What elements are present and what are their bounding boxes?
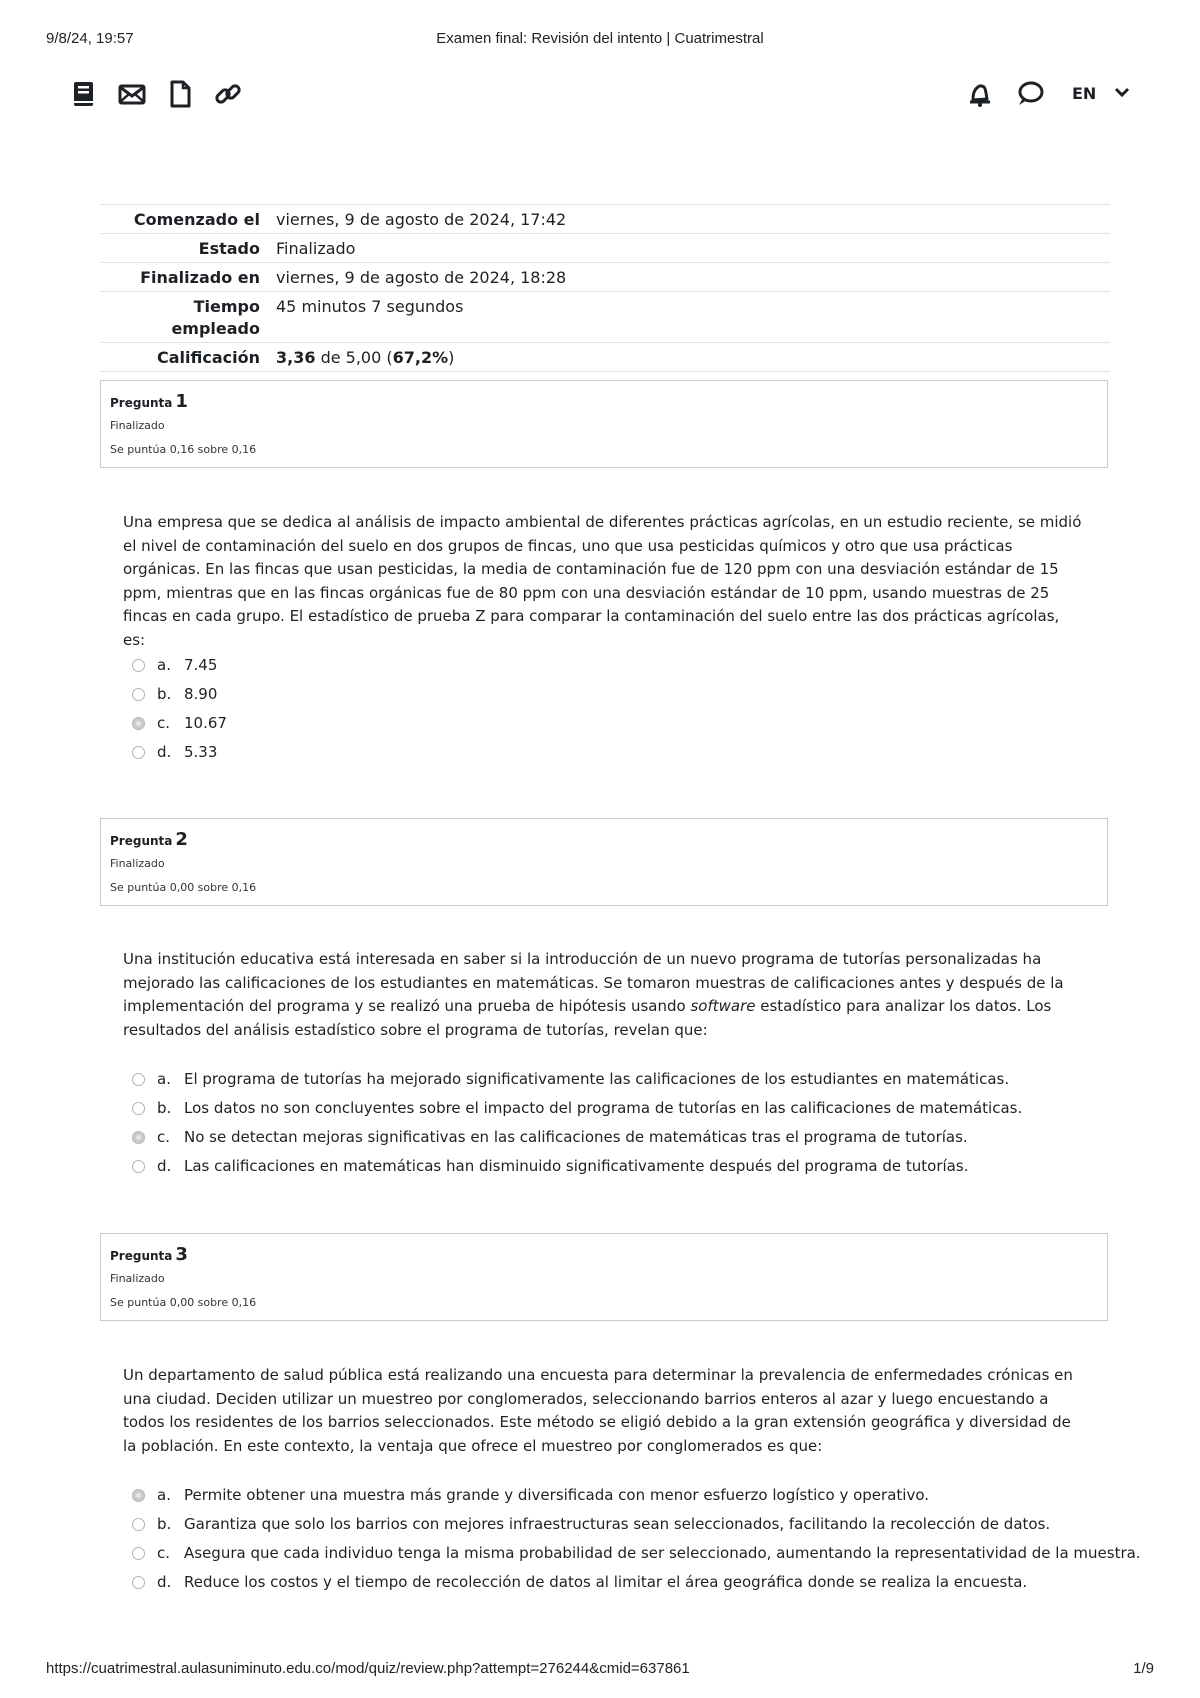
question-label: Pregunta (110, 396, 173, 410)
answer-text: 7.45 (184, 656, 218, 674)
answer-letter: d. (157, 1573, 172, 1591)
question-text-1: Una empresa que se dedica al análisis de impacto ambiental de diferentes prácticas agrícolas, en un estudio reciente, se midió el nivel de contaminación del suelo en dos grupos de fincas, uno que usa pesticidas químicos y otro que usa prácticas orgánicas. En las fincas que usan pesticidas, la media de contaminación fue de 120 ppm con una desviación estándar de 15 ppm, mientras que en las fincas orgánicas fue de 80 ppm con una desviación estándar de 10 ppm, usando muestras de 25 fincas en cada grupo. El estadístico de prueba Z para comparar la contaminación del suelo entre las dos prácticas agrícolas, es: (123, 513, 1082, 649)
answer-option[interactable] (130, 1126, 1090, 1155)
radio-button[interactable] (132, 1160, 145, 1173)
answer-text: 5.33 (184, 743, 218, 761)
summary-value: 45 minutos 7 segundos (268, 292, 1110, 343)
answer-option[interactable] (130, 683, 1090, 712)
answer-letter: c. (157, 1544, 171, 1562)
radio-button[interactable] (132, 1547, 145, 1560)
radio-button[interactable] (132, 1102, 145, 1115)
question-text-part: estadístico para analizar los datos. Los resultados del análisis estadístico sobre el programa de tutorías, revelan que: (123, 997, 1052, 1039)
question-info-1 (100, 380, 1108, 468)
radio-button-selected[interactable] (132, 717, 145, 730)
print-header (46, 30, 1154, 50)
answer-text: Asegura que cada individuo tenga la misma probabilidad de ser seleccionado, aumentando la representatividad de la muestra. (184, 1544, 1141, 1562)
question-grade: Se puntúa 0,16 sobre 0,16 (110, 443, 257, 456)
answer-text: Los datos no son concluyentes sobre el impacto del programa de tutorías en las calificaciones de matemáticas. (184, 1099, 1023, 1117)
link-icon[interactable] (212, 78, 244, 110)
answer-list-1 (130, 654, 1090, 770)
summary-row-started (100, 205, 1110, 234)
question-state: Finalizado (110, 857, 165, 870)
file-icon[interactable] (164, 78, 196, 110)
print-date: 9/8/24, 19:57 (46, 30, 134, 47)
print-url: https://cuatrimestral.aulasuniminuto.edu.co/mod/quiz/review.php?attempt=276244&cmid=637861 (46, 1660, 690, 1677)
answer-option[interactable] (130, 1097, 1090, 1126)
summary-label: Tiempo empleado (100, 292, 268, 343)
summary-value: Finalizado (268, 234, 1110, 263)
summary-value: viernes, 9 de agosto de 2024, 18:28 (268, 263, 1110, 292)
answer-letter: b. (157, 685, 172, 703)
radio-button[interactable] (132, 688, 145, 701)
top-navbar (0, 76, 1200, 116)
answer-letter: c. (157, 714, 171, 732)
question-num: 1 (175, 391, 188, 412)
question-number (110, 829, 188, 850)
grade-close: ) (448, 348, 455, 367)
summary-label: Calificación (100, 343, 268, 372)
summary-row-grade (100, 343, 1110, 372)
question-state: Finalizado (110, 1272, 165, 1285)
radio-button[interactable] (132, 1073, 145, 1086)
answer-text: No se detectan mejoras significativas en las calificaciones de matemáticas tras el programa de tutorías. (184, 1128, 968, 1146)
answer-letter: b. (157, 1099, 172, 1117)
question-text-emphasis: software (690, 997, 756, 1015)
question-text-2 (123, 948, 1083, 1042)
question-info-2 (100, 818, 1108, 906)
summary-row-time-taken (100, 292, 1110, 343)
answer-letter: c. (157, 1128, 171, 1146)
answer-text: Las calificaciones en matemáticas han disminuido significativamente después del programa de tutorías. (184, 1157, 969, 1175)
print-title: Examen final: Revisión del intento | Cuatrimestral (436, 30, 764, 47)
answer-letter: a. (157, 1486, 171, 1504)
grade-max: de 5,00 ( (315, 348, 393, 367)
answer-text: Reduce los costos y el tiempo de recolección de datos al limitar el área geográfica donde se realiza la encuesta. (184, 1573, 1028, 1591)
answer-list-3 (130, 1484, 1141, 1600)
grade-score: 3,36 (276, 348, 316, 367)
answer-letter: a. (157, 1070, 171, 1088)
radio-button[interactable] (132, 746, 145, 759)
radio-button[interactable] (132, 659, 145, 672)
radio-button[interactable] (132, 1576, 145, 1589)
radio-button[interactable] (132, 1518, 145, 1531)
grade-percent: 67,2% (392, 348, 449, 367)
answer-option[interactable] (130, 712, 1090, 741)
summary-value: viernes, 9 de agosto de 2024, 17:42 (268, 205, 1110, 234)
answer-text: Garantiza que solo los barrios con mejores infraestructuras sean seleccionados, facilitando la recolección de datos. (184, 1515, 1051, 1533)
question-grade: Se puntúa 0,00 sobre 0,16 (110, 881, 257, 894)
question-number (110, 1244, 188, 1265)
attempt-summary-table (100, 204, 1110, 372)
answer-text: 10.67 (184, 714, 227, 732)
answer-option[interactable] (130, 1513, 1090, 1542)
question-state: Finalizado (110, 419, 165, 432)
summary-value (268, 343, 1110, 372)
chevron-down-icon[interactable] (1110, 80, 1134, 104)
question-info-3 (100, 1233, 1108, 1321)
summary-row-state (100, 234, 1110, 263)
answer-option[interactable] (130, 1484, 1090, 1513)
language-menu[interactable]: EN (1072, 84, 1097, 103)
chat-bubble-icon[interactable] (1014, 78, 1046, 110)
answer-text: Permite obtener una muestra más grande y diversificada con menor esfuerzo logístico y operativo. (184, 1486, 930, 1504)
question-num: 3 (175, 1244, 188, 1265)
answer-option[interactable] (130, 1571, 1090, 1600)
summary-row-finished (100, 263, 1110, 292)
question-text-3: Un departamento de salud pública está realizando una encuesta para determinar la prevalencia de enfermedades crónicas en una ciudad. Deciden utilizar un muestreo por conglomerados, seleccionando barrios enteros al azar y luego encuestando a todos los residentes de los barrios seleccionados. Este método se eligió debido a la gran extensión geográfica y diversidad de la población. En este contexto, la ventaja que ofrece el muestreo por conglomerados es que: (123, 1366, 1073, 1455)
summary-label: Estado (100, 234, 268, 263)
question-label: Pregunta (110, 834, 173, 848)
answer-list-2 (130, 1068, 1090, 1184)
answer-letter: b. (157, 1515, 172, 1533)
question-grade: Se puntúa 0,00 sobre 0,16 (110, 1296, 257, 1309)
print-footer (46, 1660, 1154, 1680)
answer-letter: d. (157, 1157, 172, 1175)
question-number (110, 391, 188, 412)
answer-text: 8.90 (184, 685, 218, 703)
question-label: Pregunta (110, 1249, 173, 1263)
answer-letter: a. (157, 656, 171, 674)
answer-option[interactable] (130, 1155, 1090, 1184)
book-icon[interactable] (68, 78, 100, 110)
answer-text: El programa de tutorías ha mejorado significativamente las calificaciones de los estudiantes en matemáticas. (184, 1070, 1010, 1088)
radio-button-selected[interactable] (132, 1489, 145, 1502)
envelope-icon[interactable] (116, 78, 148, 110)
question-text-part: Una institución educativa está interesada en saber si la introducción de un nuevo programa de tutorías personalizadas ha mejorado las calificaciones de los estudiantes en matemáticas. Se tomaron muestras de calificaciones antes y después de la implementación del programa y se realizó una prueba de hipótesis usando (123, 950, 1064, 1015)
summary-label: Comenzado el (100, 205, 268, 234)
answer-letter: d. (157, 743, 172, 761)
answer-option[interactable] (130, 654, 1090, 683)
print-page-number: 1/9 (1133, 1660, 1154, 1677)
radio-button-selected[interactable] (132, 1131, 145, 1144)
question-num: 2 (175, 829, 188, 850)
summary-label: Finalizado en (100, 263, 268, 292)
answer-option[interactable] (130, 1068, 1090, 1097)
answer-option[interactable] (130, 741, 1090, 770)
bell-icon[interactable] (964, 78, 996, 110)
answer-option[interactable] (130, 1542, 1141, 1571)
